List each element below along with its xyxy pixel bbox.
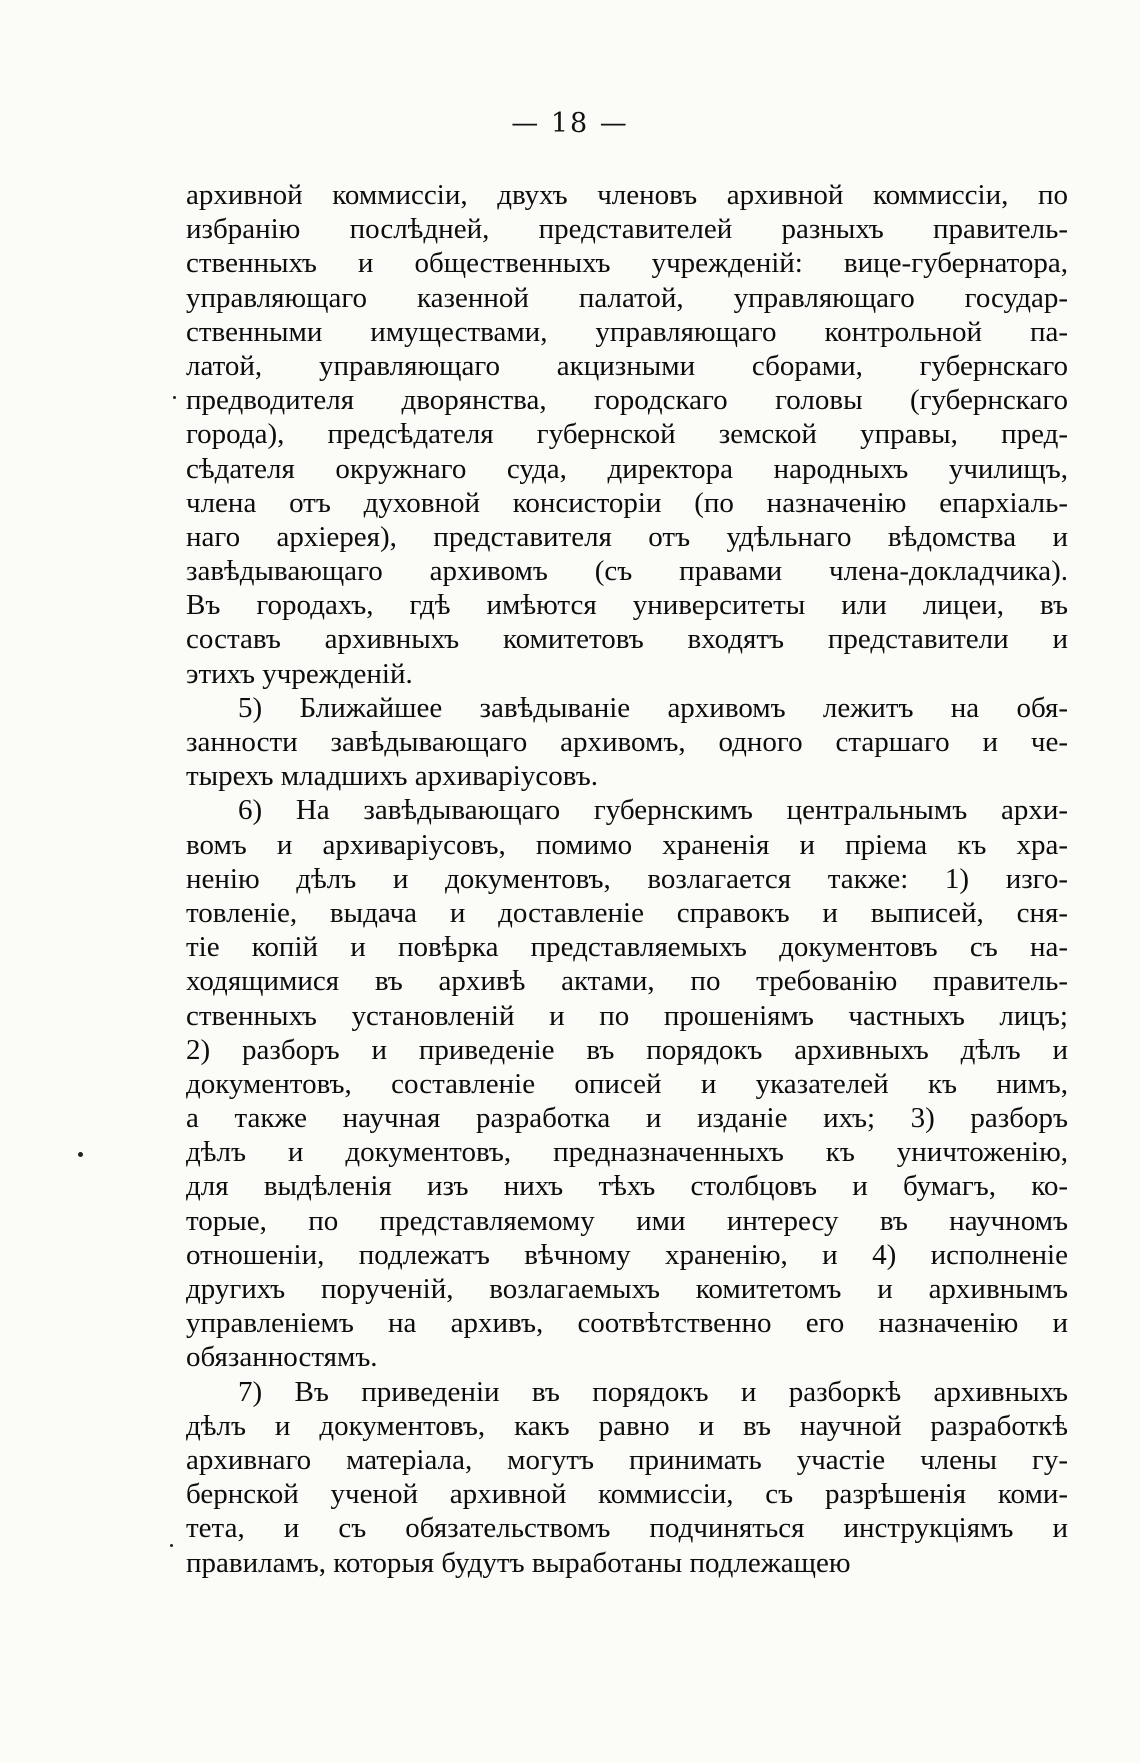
text-line: города), предсѣдателя губернской земской управы, пред-: [186, 418, 1068, 451]
text-line: тырехъ младшихъ архиваріусовъ.: [186, 760, 598, 793]
text-line: завѣдывающаго архивомъ (съ правами члена-докладчика).: [186, 555, 1068, 588]
text-line: архивной коммиссіи, двухъ членовъ архивной коммиссіи, по: [186, 179, 1068, 211]
text-line: а также научная разработка и изданіе ихъ; 3) разборъ: [186, 1102, 1068, 1135]
text-line: ненію дѣлъ и документовъ, возлагается также: 1) изго-: [186, 862, 1068, 895]
text-line: обязанностямъ.: [186, 1341, 378, 1374]
text-line: управляющаго казенной палатой, управляющаго государ-: [186, 281, 1068, 314]
text-line: ственныхъ и общественныхъ учрежденій: вице-губернатора,: [186, 247, 1068, 280]
text-line: дѣлъ и документовъ, предназначенныхъ къ уничтоженію,: [186, 1136, 1068, 1169]
text-line: для выдѣленія изъ нихъ тѣхъ столбцовъ и бумагъ, ко-: [186, 1170, 1068, 1203]
text-line: отношеніи, подлежатъ вѣчному храненію, и 4) исполненіе: [186, 1238, 1068, 1271]
text-line: вомъ и архиваріусовъ, помимо храненія и пріема къ хра-: [186, 828, 1068, 861]
text-line: ходящимися въ архивѣ актами, по требованію правитель-: [186, 965, 1068, 998]
margin-mark: [173, 396, 176, 399]
text-line: тіе копій и повѣрка представляемыхъ документовъ съ на-: [186, 931, 1068, 964]
text-line: ственными имуществами, управляющаго контрольной па-: [186, 315, 1068, 348]
text-line: товленіе, выдача и доставленіе справокъ и выписей, сня-: [186, 896, 1068, 929]
text-line: Въ городахъ, гдѣ имѣются университеты или лицеи, въ: [186, 589, 1068, 622]
text-line: 2) разборъ и приведеніе въ порядокъ архивныхъ дѣлъ и: [186, 1033, 1068, 1066]
text-line: избранію послѣдней, представителей разныхъ правитель-: [186, 213, 1068, 246]
body-text: [186, 178, 1068, 1580]
text-line: наго архіерея), представителя отъ удѣльнаго вѣдомства и: [186, 520, 1068, 553]
text-line: бернской ученой архивной коммиссіи, съ разрѣшенія коми-: [186, 1478, 1068, 1511]
text-line: составъ архивныхъ комитетовъ входятъ представители и: [186, 623, 1068, 656]
margin-mark: [78, 1152, 83, 1157]
margin-mark: [170, 1544, 173, 1547]
text-line: тета, и съ обязательствомъ подчиняться инструкціямъ и: [186, 1512, 1068, 1545]
text-line: документовъ, составленіе описей и указателей къ нимъ,: [186, 1067, 1068, 1100]
text-line: ственныхъ установленій и по прошеніямъ частныхъ лицъ;: [186, 999, 1068, 1032]
text-line: дѣлъ и документовъ, какъ равно и въ научной разработкѣ: [186, 1409, 1068, 1442]
text-line: 6) На завѣдывающаго губернскимъ центральнымъ архи-: [238, 794, 1068, 827]
text-line: этихъ учрежденій.: [186, 657, 413, 690]
text-line: члена отъ духовной консисторіи (по назначенію епархіаль-: [186, 486, 1068, 519]
text-line: правиламъ, которыя будутъ выработаны подлежащею: [186, 1546, 851, 1579]
text-line: управленіемъ на архивъ, соотвѣтственно его назначенію и: [186, 1307, 1068, 1340]
text-line: 7) Въ приведеніи въ порядокъ и разборкѣ архивныхъ: [238, 1375, 1068, 1408]
text-line: предводителя дворянства, городскаго головы (губернскаго: [186, 384, 1068, 417]
text-line: латой, управляющаго акцизными сборами, губернскаго: [186, 349, 1068, 382]
text-line: 5) Ближайшее завѣдываніе архивомъ лежитъ на обя-: [238, 691, 1068, 724]
text-line: занности завѣдывающаго архивомъ, одного старшаго и че-: [186, 726, 1068, 758]
text-line: архивнаго матеріала, могутъ принимать участіе члены гу-: [186, 1443, 1068, 1476]
page-number: — 18 —: [511, 108, 629, 139]
text-line: торые, по представляемому ими интересу въ научномъ: [186, 1204, 1068, 1237]
text-line: другихъ порученій, возлагаемыхъ комитетомъ и архивнымъ: [186, 1273, 1068, 1305]
text-line: сѣдателя окружнаго суда, директора народныхъ училищъ,: [186, 452, 1068, 485]
